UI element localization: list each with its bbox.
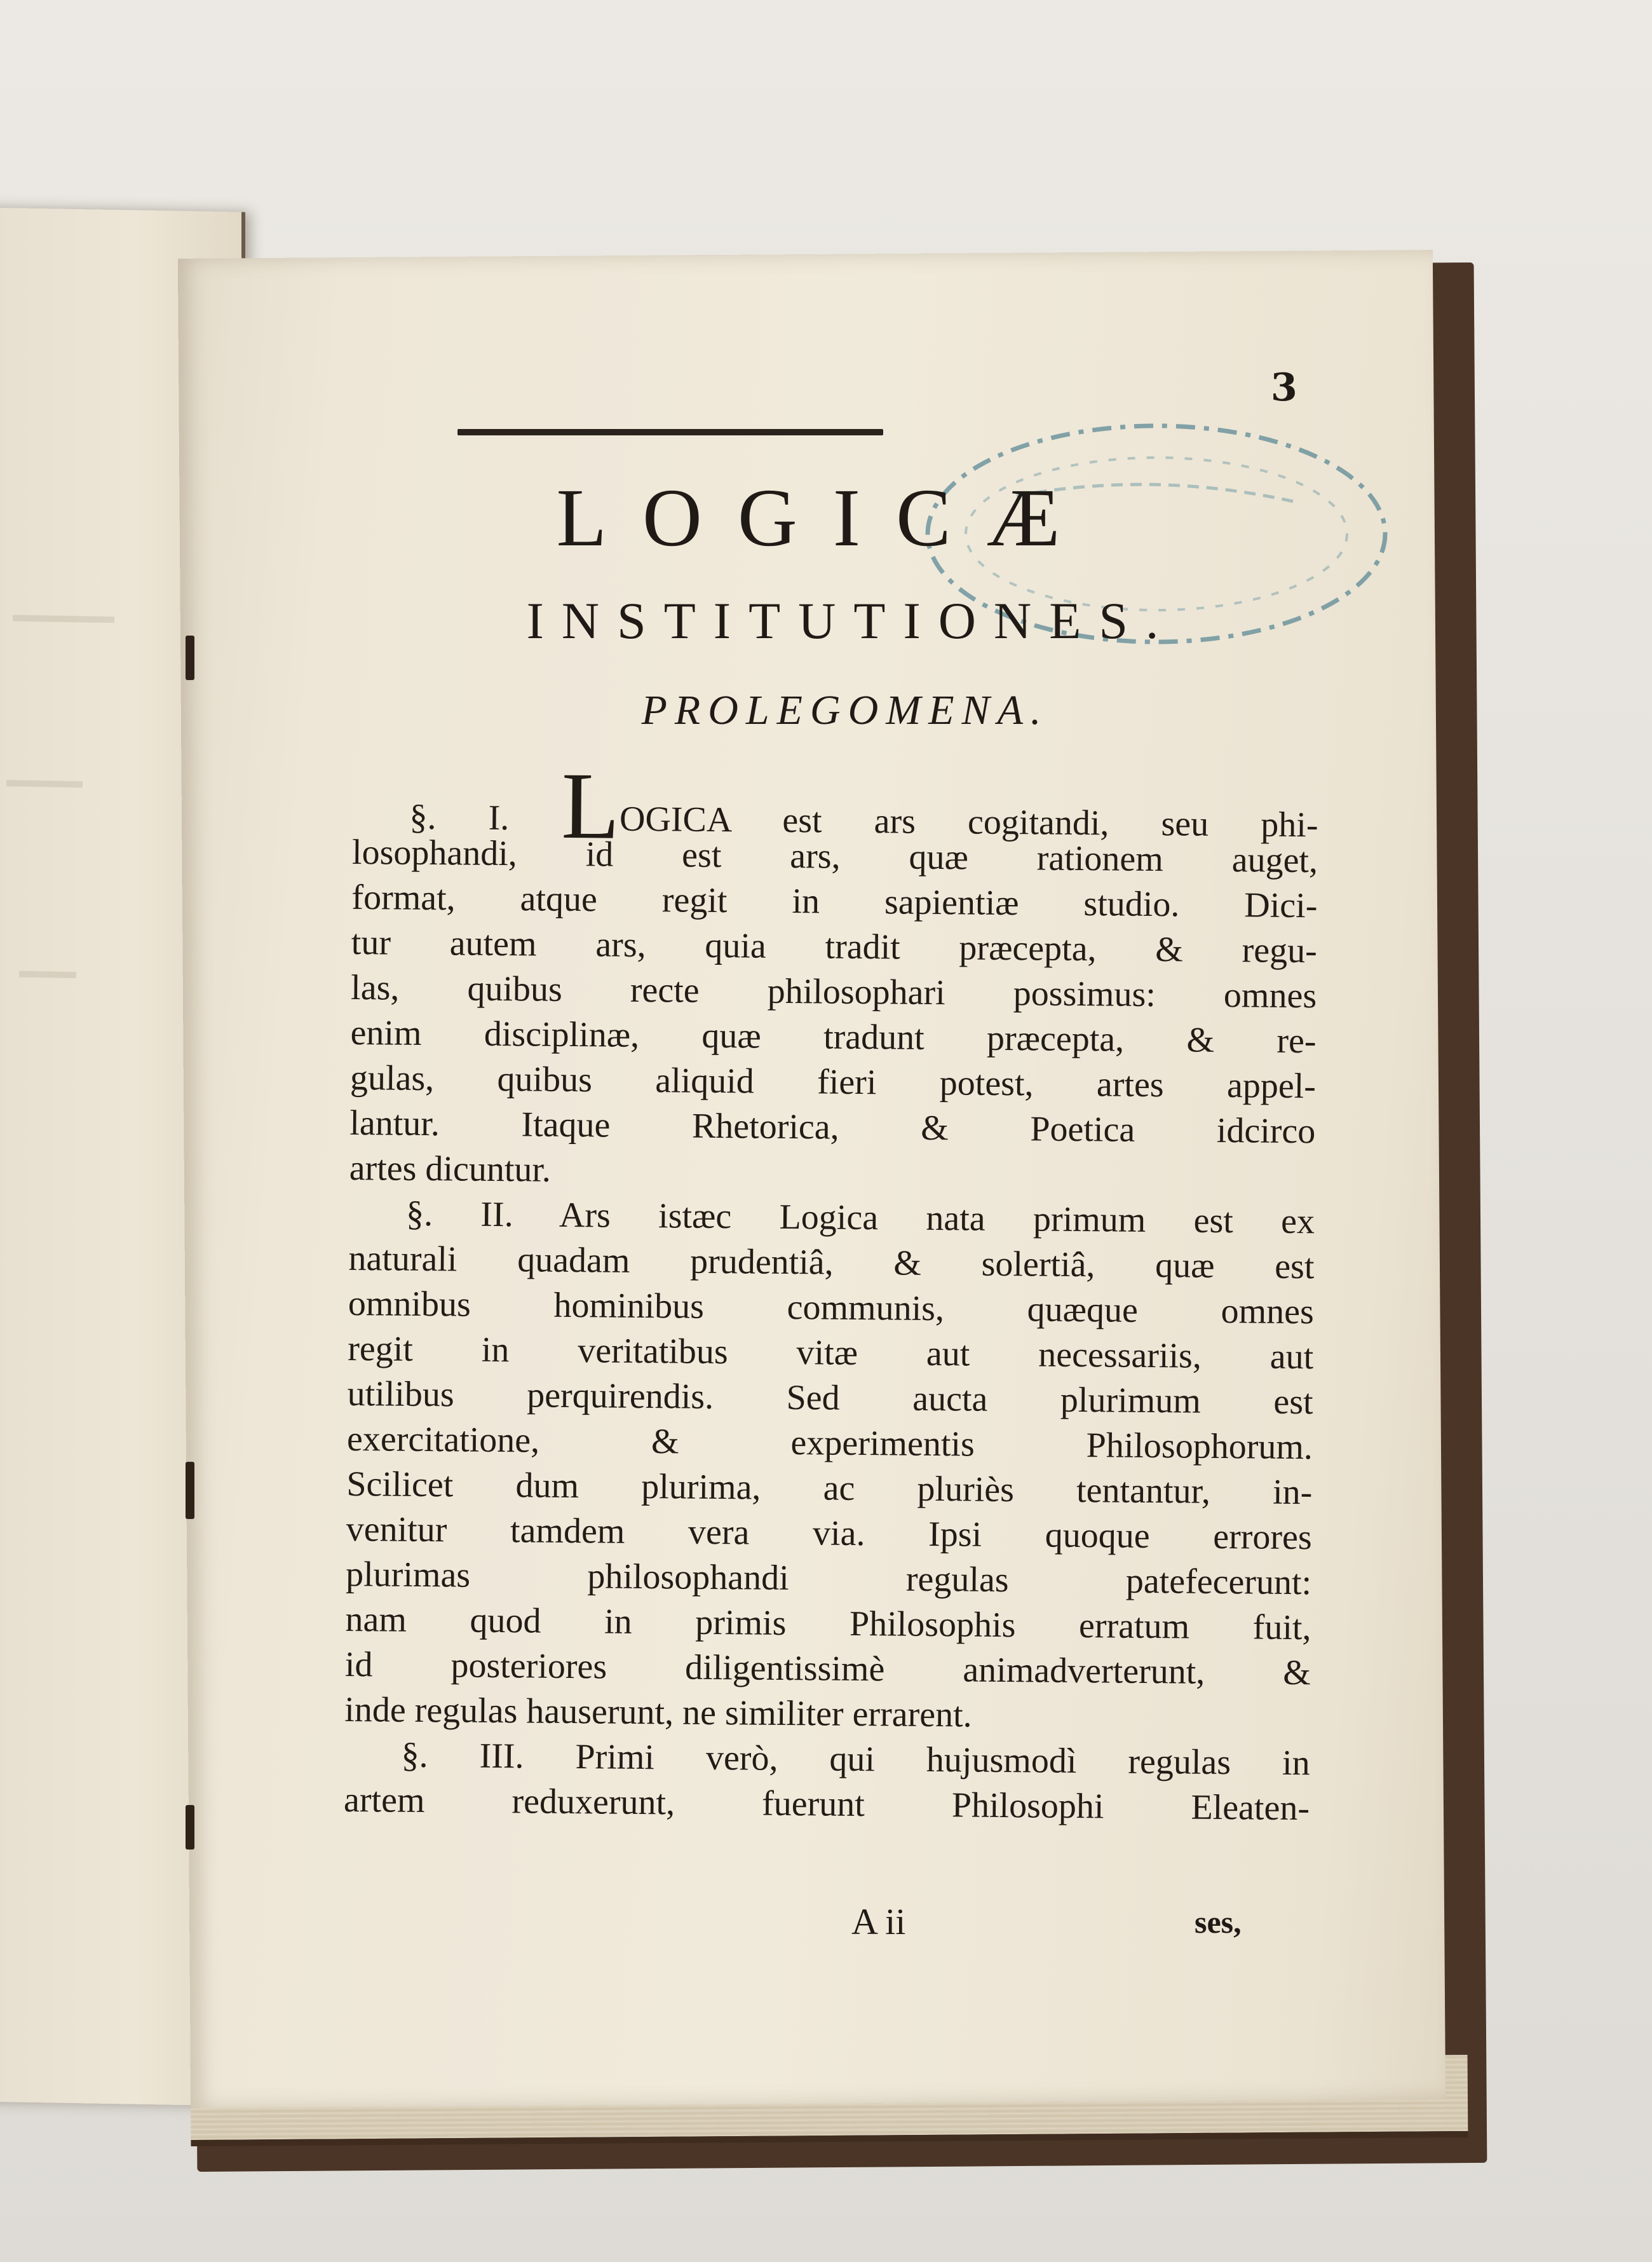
text-line: nam quod in primis Philosophis erratum fuit, — [345, 1599, 1311, 1648]
text-line: §. III. Primi verò, qui hujusmodì regulas in — [401, 1735, 1310, 1783]
text-line: Scilicet dum plurima, ac pluriès tentantur, in- — [346, 1464, 1313, 1513]
printer-signature: A ii — [851, 1901, 906, 1942]
binding-thread — [186, 1462, 194, 1519]
catchword: ses, — [1195, 1904, 1242, 1940]
text-line: enim disciplinæ, quæ tradunt præcepta, & re- — [350, 1012, 1317, 1061]
text-line-content: OGICA est ars cogitandi, seu phi- — [619, 799, 1318, 845]
section-marker: §. I. — [409, 797, 562, 838]
binding-thread — [186, 636, 194, 680]
text-line: venitur tamdem vera via. Ipsi quoque errores — [346, 1509, 1312, 1558]
text-line: naturali quadam prudentiâ, & solertiâ, quæ est — [348, 1238, 1315, 1287]
title-institutiones: INSTITUTIONES. — [526, 592, 1177, 650]
title-prolegomena: PROLEGOMENA. — [641, 687, 1049, 733]
text-line: plurimas philosophandi regulas patefecerunt: — [345, 1554, 1312, 1603]
text-line: id posteriores diligentissimè animadverterunt, & — [344, 1644, 1311, 1693]
text-line: format, atque regit in sapientiæ studio. Dici- — [351, 877, 1318, 926]
text-line: las, quibus recte philosophari possimus: omnes — [350, 967, 1317, 1016]
text-line: tur autem ars, quia tradit præcepta, & regu- — [351, 922, 1318, 971]
title-logicae: LOGICÆ — [556, 472, 1096, 564]
text-line: §. II. Ars istæc Logica nata primum est ex — [405, 1194, 1315, 1242]
text-line: inde regulas hauserunt, ne similiter errarent. — [344, 1689, 972, 1735]
text-line: regit in veritatibus vitæ aut necessariis, aut — [347, 1328, 1314, 1377]
binding-thread — [186, 1805, 194, 1850]
text-line: lantur. Itaque Rhetorica, & Poetica idcirco — [349, 1103, 1316, 1152]
body-text — [343, 753, 1318, 1831]
drop-cap: L — [560, 753, 620, 859]
text-line: utilibus perquirendis. Sed aucta plurimum est — [347, 1373, 1313, 1422]
text-line: exercitatione, & experimentis Philosophorum. — [346, 1419, 1313, 1468]
text-line: gulas, quibus aliquid fieri potest, artes appel- — [349, 1058, 1317, 1107]
text-line: omnibus hominibus communis, quæque omnes — [348, 1283, 1315, 1332]
text-line: artem reduxerunt, fuerunt Philosophi Eleaten- — [343, 1780, 1310, 1829]
title-rule — [457, 429, 883, 435]
left-page-bleedthrough — [0, 589, 127, 1544]
text-line: losophandi, id est ars, quæ rationem auget, — [351, 832, 1318, 881]
text-line: artes dicuntur. — [349, 1148, 552, 1190]
page-number: 3 — [1271, 365, 1297, 410]
